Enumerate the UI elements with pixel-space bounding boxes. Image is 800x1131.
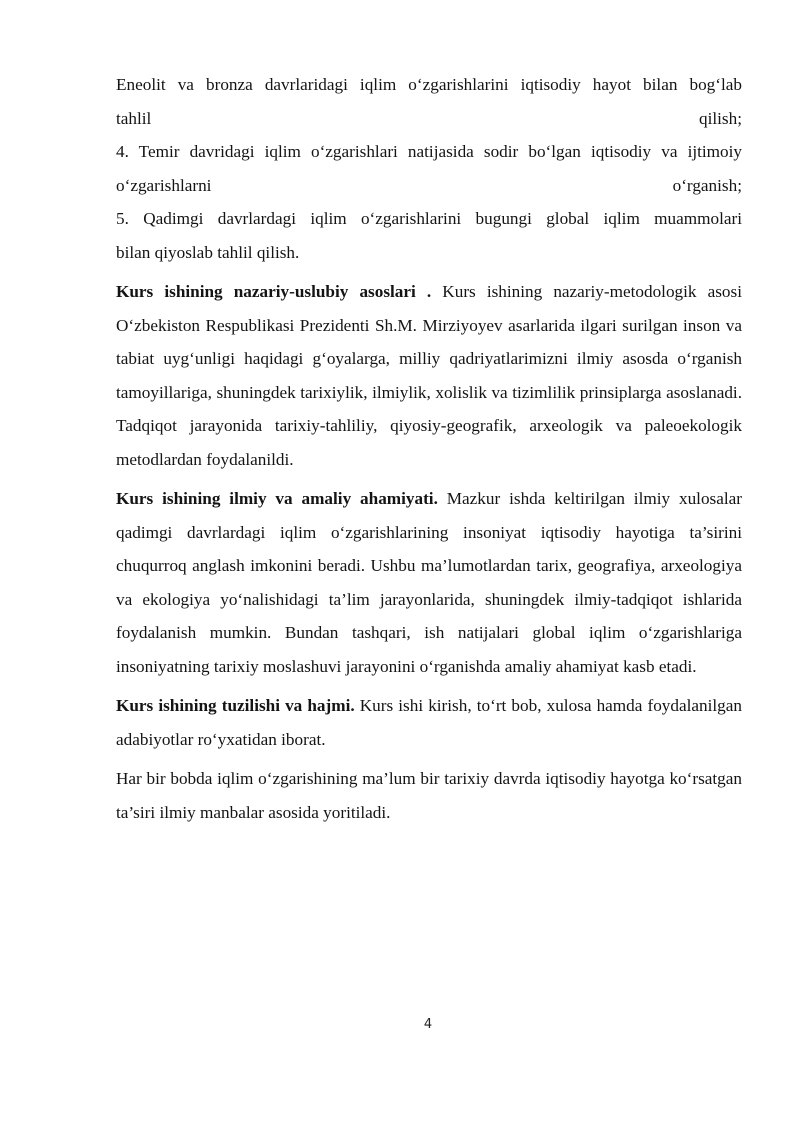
page-number: 4 xyxy=(423,1017,433,1032)
importance-text: Mazkur ishda keltirilgan ilmiy xulosalar qadimgi davrlardagi iqlim o‘zgarishlarining insoniyat iqtisodiy hayotiga ta’sirini chuqurroq anglash imkonini beradi. Ushbu ma’lumotlardan tarix, geografiya, arxeologiya va ekologiya yo‘nalishidagi ta’lim jarayonlarida, shuningdek ilmiy-tadqiqot ishlarida foydalanish mumkin. Bundan tashqari, ish natijalari global iqlim o‘zgarishlariga insoniyatning tarixiy moslashuvi jarayonini o‘rganishda amaliy ahamiyat kasb etadi. xyxy=(116,489,742,676)
intro-line: Eneolit va bronza davrlaridagi iqlim o‘zgarishlarini iqtisodiy hayot bilan bog‘lab xyxy=(116,75,742,94)
structure-heading: Kurs ishining tuzilishi va hajmi. xyxy=(116,696,355,715)
intro-line-right: qilish; xyxy=(699,108,742,128)
document-page xyxy=(116,68,742,829)
importance-paragraph xyxy=(116,482,742,683)
theory-heading: Kurs ishining nazariy-uslubiy asoslari . xyxy=(116,282,432,301)
objective-item-4-split xyxy=(116,169,742,203)
intro-line-split xyxy=(116,102,742,136)
theory-section xyxy=(116,275,742,476)
objective-item-5: 5. Qadimgi davrlardagi iqlim o‘zgarishlarini bugungi global iqlim muammolari xyxy=(116,209,742,228)
structure-text: Kurs ishi kirish, to‘rt bob, xulosa hamda foydalanilgan adabiyotlar ro‘yxatidan iborat. xyxy=(116,696,742,749)
intro-line-left: tahlil xyxy=(116,108,152,128)
importance-section xyxy=(116,482,742,683)
closing-paragraph: Har bir bobda iqlim o‘zgarishining ma’lum bir tarixiy davrda iqtisodiy hayotga ko‘rsatgan ta’siri ilmiy manbalar asosida yoritiladi. xyxy=(116,769,742,822)
structure-paragraph xyxy=(116,689,742,756)
theory-text: Kurs ishining nazariy-metodologik asosi O‘zbekiston Respublikasi Prezidenti Sh.M. Mirziyoyev asarlarida ilgari surilgan inson va tabiat uyg‘unligi haqidagi g‘oyalarga, milliy qadriyatlarimizni ilmiy asosda o‘rganish tamoyillariga, shuningdek tarixiylik, ilmiylik, xolislik va tizimlilik prinsiplarga asoslanadi. Tadqiqot jarayonida tarixiy-tahliliy, qiyosiy-geografik, arxeologik va paleoekologik metodlardan foydalanildi. xyxy=(116,282,742,469)
objective-item-4-left: o‘zgarishlarni xyxy=(116,175,212,195)
objective-item-4-right: o‘rganish; xyxy=(672,175,742,195)
objective-item-4: 4. Temir davridagi iqlim o‘zgarishlari natijasida sodir bo‘lgan iqtisodiy va ijtimoiy xyxy=(116,142,742,161)
theory-paragraph xyxy=(116,275,742,476)
importance-heading: Kurs ishining ilmiy va amaliy ahamiyati. xyxy=(116,489,438,508)
objective-item-5-end: bilan qiyoslab tahlil qilish. xyxy=(116,242,300,262)
closing-section xyxy=(116,762,742,829)
intro-objectives xyxy=(116,68,742,269)
structure-section xyxy=(116,689,742,756)
